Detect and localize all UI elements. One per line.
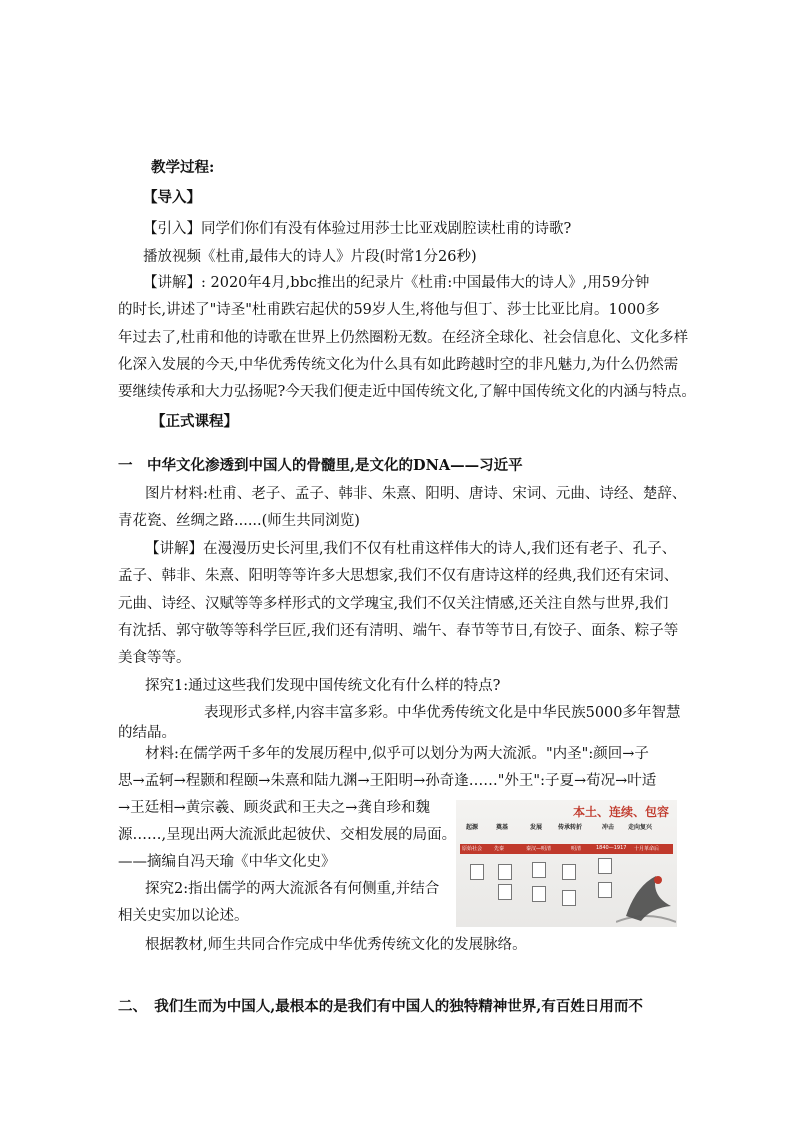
- paragraph-line: 美食等等。: [118, 650, 191, 666]
- timeline-segment: 先秦: [494, 846, 505, 852]
- paragraph-line: 【引入】同学们你们有没有体验过用莎士比亚戏剧腔读杜甫的诗歌?: [143, 221, 572, 237]
- paragraph-line: 材料:在儒学两千多年的发展历程中,似乎可以划分为两大流派。"内圣":颜回→子: [145, 746, 649, 762]
- timeline-card: [498, 884, 512, 900]
- paragraph-line: 【讲解】在漫漫历史长河里,我们不仅有杜甫这样伟大的诗人,我们还有老子、孔子、: [145, 541, 677, 557]
- timeline-card: [562, 864, 576, 880]
- timeline-title: 本土、连续、包容: [572, 805, 669, 819]
- paragraph-line: 孟子、韩非、朱熹、阳明等等许多大思想家,我们不仅有唐诗这样的经典,我们还有宋词、: [118, 568, 679, 584]
- timeline-card: [598, 858, 612, 874]
- timeline-label: 起源: [466, 824, 479, 831]
- timeline-label: 奠基: [496, 824, 509, 831]
- paragraph-line: 探究2:指出儒学的两大流派各有何侧重,并结合: [145, 881, 440, 897]
- course-heading: 【正式课程】: [151, 413, 238, 430]
- paragraph-line: 要继续传承和大力弘扬呢?今天我们便走近中国传统文化,了解中国传统文化的内涵与特点。: [118, 384, 696, 400]
- timeline-card: [470, 864, 484, 880]
- culture-timeline-image: [456, 800, 677, 927]
- timeline-segment: 十月革命后: [634, 846, 660, 852]
- paragraph-line: 思→孟轲→程颢和程颐→朱熹和陆九渊→王阳明→孙奇逢……"外王":子夏→荀况→叶适: [118, 773, 657, 789]
- section-two-heading: 二、 我们生而为中国人,最根本的是我们有中国人的独特精神世界,有百姓日用而不: [118, 998, 643, 1015]
- timeline-card: [498, 864, 512, 880]
- section-heading: 教学过程:: [151, 159, 215, 176]
- timeline-segment: 原始社会: [462, 846, 483, 852]
- paragraph-line: 元曲、诗经、汉赋等等多样形式的文学瑰宝,我们不仅关注情感,还关注自然与世界,我们: [118, 596, 669, 612]
- timeline-segment: 明清: [571, 846, 582, 852]
- paragraph-line: 播放视频《杜甫,最伟大的诗人》片段(时常1分26秒): [143, 249, 477, 265]
- timeline-label: 走向复兴: [628, 824, 653, 831]
- paragraph-line: 【讲解】: 2020年4月,bbc推出的纪录片《杜甫:中国最伟大的诗人》,用59分钟: [143, 275, 650, 291]
- timeline-label: 发展: [530, 824, 543, 831]
- paragraph-line: 有沈括、郭守敬等等科学巨匠,我们还有清明、端午、春节等节日,有饺子、面条、粽子等: [118, 623, 679, 639]
- paragraph-line: 化深入发展的今天,中华优秀传统文化为什么具有如此跨越时空的非凡魅力,为什么仍然需: [118, 357, 679, 373]
- intro-heading: 【导入】: [143, 189, 201, 206]
- crane-ink-decoration-icon: [616, 866, 676, 924]
- citation-line: ——摘编自冯天瑜《中华文化史》: [118, 854, 336, 870]
- timeline-card: [598, 882, 612, 898]
- paragraph-line: 源……,呈现出两大流派此起彼伏、交相发展的局面。: [118, 827, 457, 843]
- timeline-card: [532, 862, 546, 878]
- paragraph-line: 根据教材,师生共同合作完成中华优秀传统文化的发展脉络。: [145, 937, 527, 953]
- timeline-label: 冲击: [602, 824, 615, 831]
- timeline-card: [562, 890, 576, 906]
- paragraph-line: 青花瓷、丝绸之路......(师生共同浏览): [118, 513, 360, 529]
- timeline-segment: 1840—1917: [596, 845, 627, 851]
- timeline-card: [532, 886, 546, 902]
- paragraph-line: 表现形式多样,内容丰富多彩。中华优秀传统文化是中华民族5000多年智慧: [204, 705, 681, 721]
- paragraph-line: 相关史实加以论述。: [118, 908, 249, 924]
- paragraph-line: 探究1:通过这些我们发现中国传统文化有什么样的特点?: [145, 678, 501, 694]
- paragraph-line: 的时长,讲述了"诗圣"杜甫跌宕起伏的59岁人生,将他与但丁、莎士比亚比肩。1000多: [118, 302, 660, 318]
- timeline-segment: 秦汉—明清: [526, 846, 552, 852]
- timeline-label: 传承转折: [558, 824, 583, 831]
- paragraph-line: 年过去了,杜甫和他的诗歌在世界上仍然圈粉无数。在经济全球化、社会信息化、文化多样: [118, 330, 689, 346]
- paragraph-line: 图片材料:杜甫、老子、孟子、韩非、朱熹、阳明、唐诗、宋词、元曲、诗经、楚辞、: [145, 486, 687, 502]
- section-one-heading: 一 中华文化渗透到中国人的骨髓里,是文化的DNA——习近平: [118, 457, 523, 474]
- paragraph-line: 的结晶。: [118, 725, 176, 741]
- paragraph-line: →王廷相→黄宗羲、顾炎武和王夫之→龚自珍和魏: [118, 800, 430, 816]
